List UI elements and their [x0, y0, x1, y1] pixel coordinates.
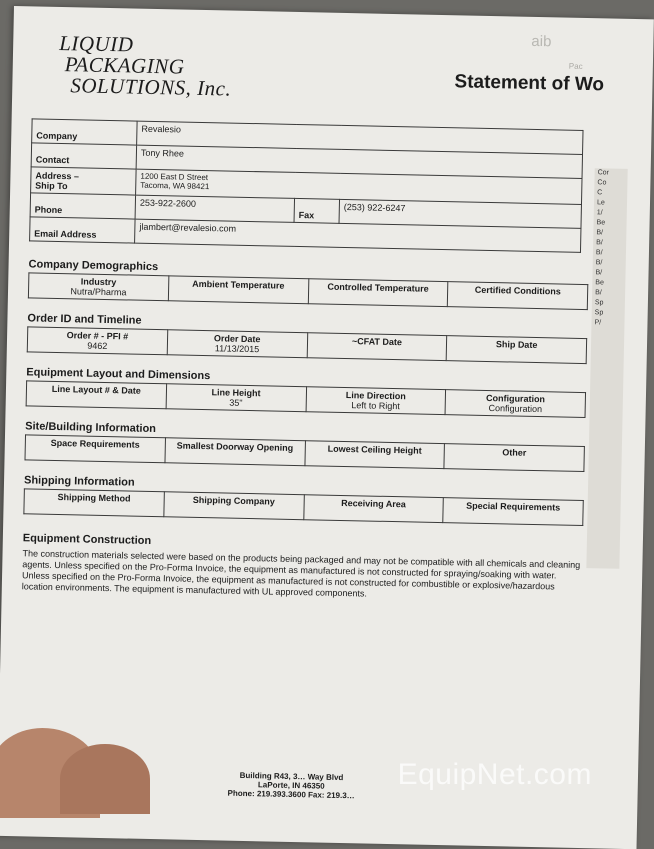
side-line: C	[597, 189, 603, 197]
fax-value: (253) 922-6247	[339, 199, 581, 228]
cell-header: Industry	[80, 276, 117, 288]
cell-header: Line Direction	[345, 390, 406, 402]
cell-value: 11/13/2015	[214, 343, 260, 355]
shipping-cell	[303, 495, 443, 523]
equipment-cell	[26, 381, 166, 409]
side-line: 1/	[596, 209, 603, 217]
order-cell	[446, 336, 586, 364]
equipment-heading: Equipment Layout and Dimensions	[26, 366, 211, 383]
cell-header: Ambient Temperature	[192, 278, 285, 291]
finger-shape	[60, 744, 150, 814]
cell-header: Certified Conditions	[474, 284, 561, 297]
stamp-mark: aib	[531, 32, 552, 51]
cell-header: Configuration	[485, 392, 546, 405]
email-label: Email Address	[30, 217, 135, 243]
site-cell	[304, 441, 444, 469]
address-line-1: 1200 East D Street	[140, 171, 209, 183]
company-logo	[58, 30, 232, 101]
company-address-footer	[227, 771, 355, 801]
construction-heading: Equipment Construction	[22, 532, 152, 547]
demographics-cell	[28, 273, 168, 301]
logo-line-2: PACKAGING	[64, 52, 185, 79]
side-line: B/	[595, 249, 603, 257]
construction-section	[22, 532, 583, 604]
demographics-cell	[308, 279, 448, 307]
cell-header: Other	[502, 447, 527, 458]
demographics-cell	[168, 276, 308, 304]
order-cell	[167, 330, 307, 358]
cell-header: Order # - PFI #	[66, 330, 129, 342]
equipment-cell	[445, 390, 585, 418]
cell-value: 9462	[87, 340, 108, 352]
side-line: Be	[595, 279, 604, 287]
side-line: B/	[595, 289, 602, 297]
document-title: Statement of Wo	[454, 71, 605, 96]
demographics-cell	[448, 282, 588, 310]
equipment-cell	[306, 387, 446, 415]
order-cell	[27, 327, 167, 355]
logo-line-3: SOLUTIONS, Inc.	[70, 73, 232, 101]
cell-header: Order Date	[213, 333, 261, 345]
company-value: Revalesio	[137, 121, 583, 154]
cell-header: Controlled Temperature	[327, 281, 429, 294]
side-line: Be	[596, 219, 606, 227]
cell-header: Line Layout # & Date	[51, 383, 141, 396]
email-value: jlambert@revalesio.com	[135, 219, 581, 252]
side-line: Le	[596, 199, 605, 207]
construction-body: The construction materials selected were based on the products being packaged and may not be compatible with all chemicals and cleaning agents. Unless specified on the Pro-Forma Invoice, the equipment as manufactured is not constructed for spraying/soaking with water. Unless specified on the Pro-Forma Invoice, the equipment as manufactured is not constructed for combustible or explosive/hazardous location environments. The equipment is manufactured with UL approved components.	[21, 548, 581, 599]
logo-line-1: LIQUID	[58, 30, 134, 57]
side-line: Co	[597, 179, 607, 187]
side-line: Cor	[597, 169, 609, 177]
address-label-text: Address –	[35, 170, 80, 182]
cell-header: Ship Date	[495, 339, 538, 351]
contact-value: Tony Rhee	[136, 145, 582, 178]
footer-line-2: LaPorte, IN 46350	[257, 780, 325, 791]
fax-label: Fax	[294, 198, 339, 223]
side-line: Sp	[594, 309, 604, 317]
footer-line-3: Phone: 219.393.3600 Fax: 219.3…	[227, 788, 355, 801]
cell-value: Configuration	[488, 403, 543, 415]
shipping-table	[23, 488, 583, 526]
cell-header: Lowest Ceiling Height	[327, 443, 422, 456]
side-line: B/	[596, 229, 604, 237]
phone-label: Phone	[30, 193, 135, 219]
address-line-2: Tacoma, WA 98421	[140, 180, 210, 192]
underlying-sheet-edge	[586, 168, 627, 569]
company-label: Company	[32, 119, 137, 145]
cell-header: Shipping Company	[192, 494, 275, 507]
cell-value: Left to Right	[351, 400, 400, 412]
order-cell	[307, 333, 447, 361]
side-line: B/	[595, 269, 603, 277]
demographics-table	[28, 272, 588, 310]
contact-label: Contact	[31, 143, 136, 169]
watermark-text: EquipNet.com	[397, 758, 592, 791]
cell-header: Line Height	[211, 387, 261, 399]
shipping-cell	[24, 489, 164, 517]
cell-header: ~CFAT Date	[351, 336, 403, 348]
order-heading: Order ID and Timeline	[27, 312, 142, 327]
cell-header: Space Requirements	[50, 437, 140, 450]
site-table	[24, 434, 584, 472]
footer-line-1: Building R43, 3… Way Blvd	[239, 770, 344, 783]
side-line: Sp	[594, 299, 604, 307]
order-table	[27, 326, 587, 364]
stamp-mark-small: Pac	[568, 61, 583, 71]
cell-header: Special Requirements	[466, 500, 561, 513]
shipping-heading: Shipping Information	[23, 474, 135, 489]
shipping-cell	[164, 492, 304, 520]
side-line: B/	[596, 239, 603, 247]
site-heading: Site/Building Information	[25, 420, 157, 436]
statement-of-work-page	[0, 6, 654, 849]
address-label	[31, 167, 137, 195]
cell-header: Smallest Doorway Opening	[176, 440, 294, 453]
demographics-heading: Company Demographics	[28, 258, 159, 274]
equipment-cell	[166, 384, 306, 412]
shipping-cell	[443, 498, 583, 526]
site-cell	[444, 444, 584, 472]
site-cell	[165, 438, 305, 466]
cell-value: Nutra/Pharma	[70, 286, 127, 298]
site-cell	[25, 435, 165, 463]
side-line: P/	[594, 319, 602, 327]
equipment-table	[26, 380, 586, 418]
side-line: B/	[595, 259, 603, 267]
cell-header: Receiving Area	[341, 497, 406, 510]
phone-value: 253-922-2600	[135, 195, 294, 222]
cell-header: Shipping Method	[57, 492, 131, 504]
ship-to-label-text: Ship To	[35, 180, 68, 192]
customer-info-table	[29, 118, 583, 253]
cell-value: 35"	[229, 397, 243, 408]
